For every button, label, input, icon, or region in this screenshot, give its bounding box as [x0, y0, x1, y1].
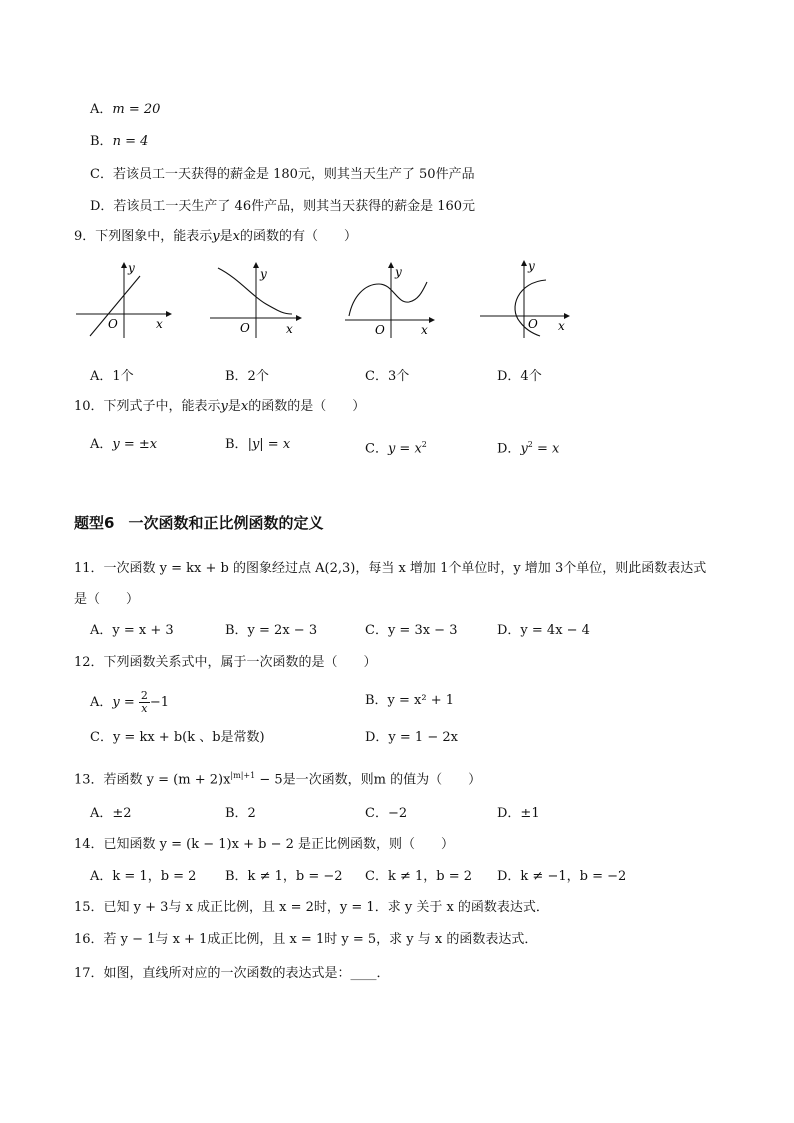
x-axis-label: x [156, 317, 163, 331]
q8-option-b [90, 134, 148, 150]
y-axis-arrow [388, 262, 394, 268]
q10-option-a [90, 437, 157, 453]
stem-var: y [220, 399, 228, 414]
q10-option-b [225, 437, 290, 453]
q14-option-d: D．k ≠ −1，b = −2 [497, 869, 627, 884]
q11-stem-line1: 11．一次函数 y = kx + b 的图象经过点 A(2,3)，每当 x 增加 1个单位时，y 增加 3个单位，则此函数表达式 [74, 561, 707, 576]
q10-option-d [497, 437, 559, 457]
stem-text: 是 [227, 399, 241, 414]
origin-label: O [528, 317, 538, 331]
q13-stem [74, 768, 481, 788]
option-expr: m = 20 [112, 102, 161, 117]
q12-stem: 12．下列函数关系式中，属于一次函数的是（ ） [74, 655, 377, 670]
exponent: |m|+1 [230, 771, 256, 780]
option-expr: y = x [387, 441, 422, 457]
option-label: B． [90, 134, 113, 149]
option-expr: n = 4 [112, 134, 149, 149]
option-label: A． [90, 102, 113, 117]
fraction-denominator: x [141, 702, 148, 715]
origin-label: O [375, 323, 385, 337]
x-axis-arrow [296, 315, 302, 321]
y-axis-label: y [260, 267, 267, 281]
option-label: A． [90, 695, 113, 710]
section-title [74, 512, 323, 533]
origin-label: O [240, 321, 250, 335]
q12-option-c: C．y = kx + b(k 、b是常数) [90, 730, 265, 745]
y-axis-label: y [395, 265, 402, 279]
x-axis-label: x [421, 323, 428, 337]
q9-option-a: A．1个 [90, 369, 134, 384]
option-expr: y = ±x [112, 437, 158, 452]
y-axis-arrow [253, 262, 259, 268]
y-axis-arrow [121, 262, 127, 268]
y-axis-label: y [528, 260, 535, 273]
q8-option-a [90, 102, 160, 118]
q13-option-a: A．±2 [90, 806, 132, 821]
q14-option-c: C．k ≠ 1，b = 2 [365, 869, 473, 884]
q15-stem: 15．已知 y + 3与 x 成正比例，且 x = 2时，y = 1．求 y 关于 x 的函数表达式． [74, 900, 549, 915]
stem-var: x [240, 399, 249, 414]
x-axis-arrow [166, 311, 172, 317]
x-axis-label: x [558, 319, 565, 333]
option-label: D． [497, 441, 521, 457]
q12-option-d: D．y = 1 − 2x [365, 730, 458, 745]
q14-option-a: A．k = 1，b = 2 [90, 869, 197, 884]
q11-option-d: D．y = 4x − 4 [497, 623, 590, 638]
option-expr-tail: −1 [149, 695, 170, 710]
q11-option-a: A．y = x + 3 [90, 623, 174, 638]
q13-option-b: B．2 [225, 806, 256, 821]
q16-stem: 16．若 y − 1与 x + 1成正比例，且 x = 1时 y = 5，求 y 与 x 的函数表达式． [74, 932, 538, 947]
q14-stem: 14．已知函数 y = (k − 1)x + b − 2 是正比例函数，则（ ） [74, 837, 454, 852]
option-label: A． [90, 437, 113, 452]
stem-text: 是 [219, 229, 233, 244]
q8-option-d: D．若该员工一天生产了 46件产品，则其当天获得的薪金是 160元 [90, 199, 476, 214]
q14-option-b: B．k ≠ 1，b = −2 [225, 869, 343, 884]
q12-option-b: B．y = x² + 1 [365, 693, 455, 708]
x-axis-arrow [564, 313, 570, 319]
section-tag: 题型6 [74, 514, 115, 532]
q11-stem-line2: 是（ ） [74, 592, 140, 607]
q13-option-d: D．±1 [497, 806, 540, 821]
stem-var: x [232, 229, 240, 244]
exponent: 2 [421, 440, 427, 449]
graph-curve [218, 268, 292, 314]
option-label: C． [365, 441, 388, 457]
fraction-numerator: 2 [140, 689, 148, 702]
q9-stem [74, 229, 357, 245]
exponent: 2 [527, 440, 533, 449]
option-expr: y [520, 441, 528, 457]
option-expr: |y| = x [247, 437, 291, 452]
y-axis-label: y [128, 261, 135, 275]
q17-stem: 17．如图，直线所对应的一次函数的表达式是：____． [74, 966, 390, 981]
q9-option-b: B．2个 [225, 369, 269, 384]
q9-graph-d [478, 260, 578, 340]
section-heading: 一次函数和正比例函数的定义 [128, 514, 324, 532]
option-expr: y = [112, 695, 135, 710]
origin-label: O [108, 317, 118, 331]
option-expr-tail: = x [532, 441, 560, 457]
stem-text: 10．下列式子中，能表示 [74, 399, 221, 414]
x-axis-arrow [429, 317, 435, 323]
q11-option-c: C．y = 3x − 3 [365, 623, 458, 638]
q11-option-b: B．y = 2x − 3 [225, 623, 318, 638]
stem-text: − 5是一次函数，则m 的值为（ ） [255, 772, 482, 788]
q9-graph-c [343, 260, 443, 340]
q9-option-c: C．3个 [365, 369, 410, 384]
stem-text: 13．若函数 y = (m + 2)x [74, 772, 231, 788]
q9-graph-b [208, 260, 308, 340]
y-axis-arrow [521, 260, 527, 266]
option-label: B． [225, 437, 248, 452]
q9-graph-a [74, 260, 174, 340]
stem-text: 的函数的是（ ） [248, 399, 366, 414]
fraction [139, 690, 150, 715]
q10-option-c [365, 437, 427, 457]
q8-option-c: C．若该员工一天获得的薪金是 180元，则其当天生产了 50件产品 [90, 167, 475, 182]
stem-var: y [212, 229, 220, 244]
x-axis-label: x [286, 322, 293, 336]
stem-text: 的函数的有（ ） [240, 229, 358, 244]
q10-stem [74, 399, 365, 415]
graph-curve [349, 282, 427, 316]
q12-option-a [90, 690, 169, 716]
q13-option-c: C．−2 [365, 806, 408, 821]
stem-text: 9．下列图象中，能表示 [74, 229, 213, 244]
q9-option-d: D．4个 [497, 369, 542, 384]
